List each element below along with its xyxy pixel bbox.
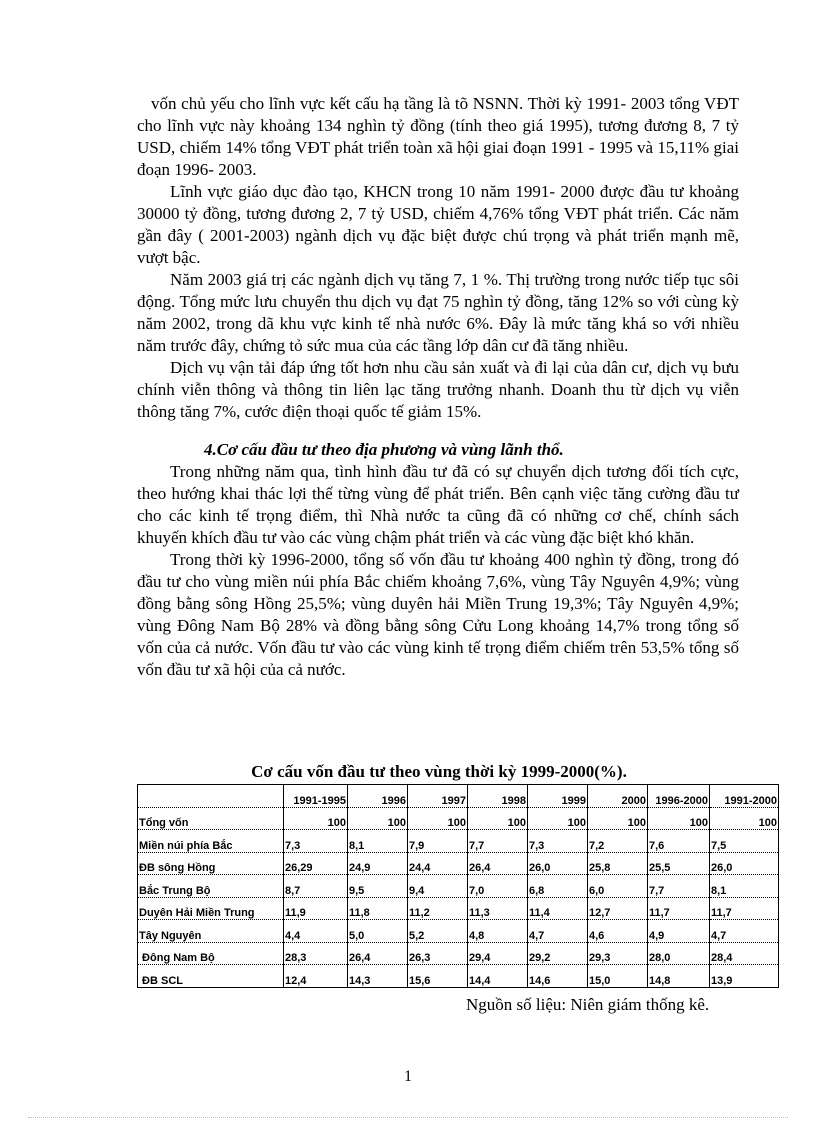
table-cell: 11,8 (348, 897, 408, 920)
table-cell: 7,6 (648, 830, 710, 853)
table-cell: 28,4 (710, 942, 779, 965)
table-header-cell: 2000 (588, 785, 648, 808)
table-header-cell: 1996 (348, 785, 408, 808)
table-cell: 26,0 (710, 852, 779, 875)
paragraph: Lĩnh vực giáo dục đào tạo, KHCN trong 10 năm 1991- 2000 được đầu tư khoảng 30000 tỷ đồng, tương đương 2, 7 tỷ USD, chiếm 4,76% tổng VĐT phát triển. Các năm gần đây ( 2001-2003) ngành dịch vụ đặc biệt được chú trọng và phát triển mạnh mẽ, vượt bậc. (137, 182, 739, 267)
table-row-label: ĐB sông Hồng (138, 852, 284, 875)
table-header-cell: 1991-2000 (710, 785, 779, 808)
table-header-row (138, 785, 779, 808)
table-cell: 29,3 (588, 942, 648, 965)
table-cell: 26,29 (284, 852, 348, 875)
table-cell: 100 (468, 807, 528, 830)
table-title: Cơ cấu vốn đầu tư theo vùng thời kỳ 1999-2000(%). (251, 762, 627, 781)
table-cell: 15,6 (408, 965, 468, 988)
table-header-cell: 1998 (468, 785, 528, 808)
table-cell: 28,0 (648, 942, 710, 965)
table-cell: 28,3 (284, 942, 348, 965)
table-cell: 11,7 (710, 897, 779, 920)
table-row-label: Tây Nguyên (138, 920, 284, 943)
table-cell: 100 (408, 807, 468, 830)
table-cell: 7,5 (710, 830, 779, 853)
paragraph: Năm 2003 giá trị các ngành dịch vụ tăng 7, 1 %. Thị trường trong nước tiếp tục sôi động. Tổng mức lưu chuyển thu dịch vụ đạt 75 nghìn tỷ đồng, tăng 12% so với cùng kỳ năm 2002, trong dã khu vực kinh tế nhà nước 6%. Đây là mức tăng khá so với nhiều năm trước đây, chứng tỏ sức mua của các tầng lớp dân cư đã tăng nhiều. (137, 270, 739, 355)
paragraph: Trong những năm qua, tình hình đầu tư đã có sự chuyển dịch tương đối tích cực, theo hướng khai thác lợi thế từng vùng để phát triển. Bên cạnh việc tăng cường đầu tư cho các kinh tế trọng điểm, thì Nhà nước ta cũng đã có những cơ chế, chính sách khuyến khích đầu tư vào các vùng chậm phát triển và các vùng đặc biệt khó khăn. (137, 462, 739, 547)
table-cell: 25,8 (588, 852, 648, 875)
table-cell: 4,8 (468, 920, 528, 943)
table-cell: 4,7 (528, 920, 588, 943)
table-cell: 24,4 (408, 852, 468, 875)
table-cell: 100 (528, 807, 588, 830)
table-cell: 26,4 (468, 852, 528, 875)
table-cell: 6,8 (528, 875, 588, 898)
table-cell: 26,3 (408, 942, 468, 965)
table-cell: 7,7 (468, 830, 528, 853)
table-cell: 7,3 (284, 830, 348, 853)
table-row (138, 942, 779, 965)
footer-divider (28, 1117, 788, 1118)
section-heading: 4.Cơ cấu đầu tư theo địa phương và vùng lãnh thổ. (204, 440, 564, 459)
source-note: Nguồn số liệu: Niên giám thống kê. (466, 995, 710, 1014)
table-row (138, 875, 779, 898)
investment-structure-table (137, 784, 779, 988)
table-cell: 6,0 (588, 875, 648, 898)
table-cell: 5,0 (348, 920, 408, 943)
paragraph: vốn chủ yếu cho lĩnh vực kết cấu hạ tầng là tõ NSNN. Thời kỳ 1991- 2003 tổng VĐT cho lĩnh vực này khoảng 134 nghìn tỷ đồng (tính theo giá 1995), tương đương 8, 7 tỷ USD, chiếm 14% tổng VĐT phát triển toàn xã hội giai đoạn 1991 - 1995 và 15,11% giai đoạn 1996- 2003. (137, 94, 739, 179)
table-row-label: Duyên Hải Miền Trung (138, 897, 284, 920)
table-row (138, 852, 779, 875)
paragraph: Dịch vụ vận tải đáp ứng tốt hơn nhu cầu sản xuất và đi lại của dân cư, dịch vụ bưu chính viễn thông và thông tin liên lạc tăng trưởng nhanh. Doanh thu từ dịch vụ viễn thông tăng 7%, cước điện thoại quốc tế giảm 15%. (137, 358, 739, 421)
table-cell: 8,1 (710, 875, 779, 898)
table-cell: 26,4 (348, 942, 408, 965)
table-cell: 7,0 (468, 875, 528, 898)
table-cell: 29,4 (468, 942, 528, 965)
table-row-label: Đông Nam Bộ (138, 942, 284, 965)
table-cell: 9,5 (348, 875, 408, 898)
table-cell: 4,7 (710, 920, 779, 943)
table-cell: 11,2 (408, 897, 468, 920)
table-row (138, 897, 779, 920)
table-cell: 100 (648, 807, 710, 830)
table-row-label: Miền núi phía Bắc (138, 830, 284, 853)
page-number: 1 (404, 1068, 412, 1085)
table-cell: 100 (710, 807, 779, 830)
table-cell: 12,4 (284, 965, 348, 988)
table-row (138, 965, 779, 988)
table-row-label: ĐB SCL (138, 965, 284, 988)
table-header-cell: 1997 (408, 785, 468, 808)
table-cell: 11,9 (284, 897, 348, 920)
table-cell: 12,7 (588, 897, 648, 920)
table-cell: 11,3 (468, 897, 528, 920)
table-cell: 5,2 (408, 920, 468, 943)
table-cell: 100 (284, 807, 348, 830)
table-cell: 7,2 (588, 830, 648, 853)
table-row-label: Tổng vốn (138, 807, 284, 830)
table-cell: 14,4 (468, 965, 528, 988)
table-cell: 9,4 (408, 875, 468, 898)
table-cell: 7,7 (648, 875, 710, 898)
table-row-label: Bắc Trung Bộ (138, 875, 284, 898)
table-row-total (138, 807, 779, 830)
table-header-cell: 1999 (528, 785, 588, 808)
table-cell: 4,4 (284, 920, 348, 943)
table-cell: 11,4 (528, 897, 588, 920)
table-cell: 4,9 (648, 920, 710, 943)
table-cell: 4,6 (588, 920, 648, 943)
table-cell: 26,0 (528, 852, 588, 875)
table-header-cell (138, 785, 284, 808)
table-cell: 29,2 (528, 942, 588, 965)
table-cell: 100 (588, 807, 648, 830)
paragraph: Trong thời kỳ 1996-2000, tổng số vốn đầu tư khoảng 400 nghìn tỷ đồng, trong đó đầu tư cho vùng miền núi phía Bắc chiếm khoảng 7,6%, vùng Tây Nguyên 4,9%; vùng đồng bằng sông Hồng 25,5%; vùng duyên hải Miền Trung 19,3%; Tây Nguyên 4,9%; vùng Đông Nam Bộ 28% và đồng bằng sông Cửu Long khoảng 14,7% trong tổng số vốn của cả nước. Vốn đầu tư vào các vùng kinh tế trọng điểm chiếm trên 53,5% tổng số vốn đầu tư xã hội của cả nước. (137, 550, 739, 679)
table-cell: 13,9 (710, 965, 779, 988)
table-cell: 15,0 (588, 965, 648, 988)
table-cell: 7,9 (408, 830, 468, 853)
table-cell: 14,6 (528, 965, 588, 988)
table-row (138, 830, 779, 853)
table-row (138, 920, 779, 943)
body-text (137, 93, 739, 681)
table-cell: 8,1 (348, 830, 408, 853)
table-cell: 25,5 (648, 852, 710, 875)
table-cell: 8,7 (284, 875, 348, 898)
table-header-cell: 1991-1995 (284, 785, 348, 808)
table-cell: 7,3 (528, 830, 588, 853)
table-cell: 14,8 (648, 965, 710, 988)
table-cell: 11,7 (648, 897, 710, 920)
table-header-cell: 1996-2000 (648, 785, 710, 808)
table-cell: 100 (348, 807, 408, 830)
table-cell: 24,9 (348, 852, 408, 875)
table-cell: 14,3 (348, 965, 408, 988)
